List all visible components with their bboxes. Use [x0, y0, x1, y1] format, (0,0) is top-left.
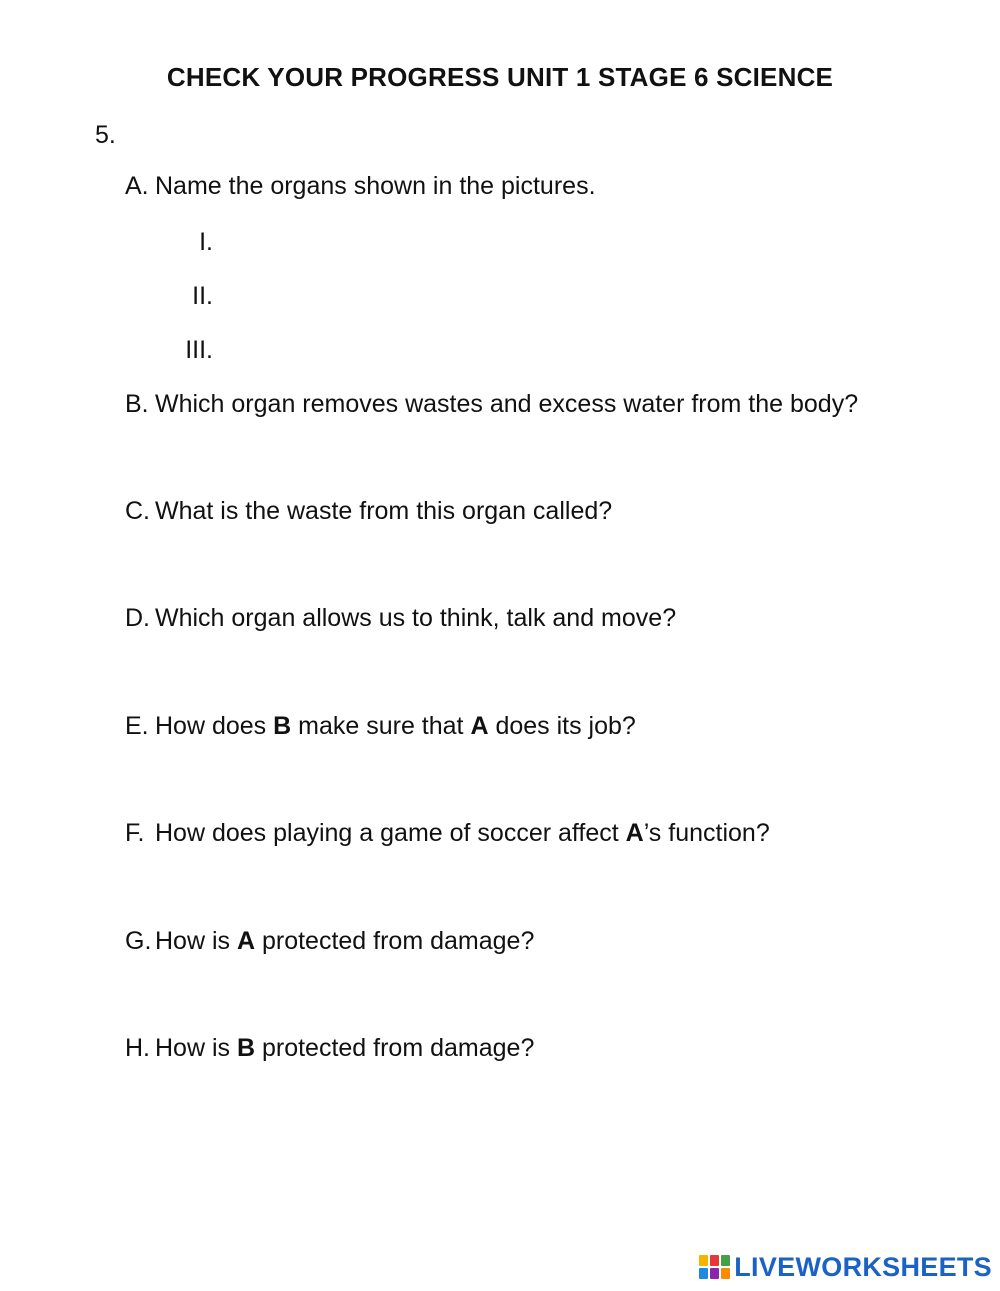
- question-text-part: How is: [155, 1034, 237, 1062]
- logo-text: LIVEWORKSHEETS: [734, 1251, 992, 1282]
- question-text-part: make sure that: [291, 712, 471, 740]
- question-text: Name the organs shown in the pictures.: [155, 172, 596, 200]
- logo-block: [710, 1255, 719, 1266]
- question-text-part: How does: [155, 712, 274, 740]
- sub-item-ii: II.: [192, 282, 213, 310]
- organ-label-b: B: [273, 712, 292, 740]
- sub-item-iii: III.: [185, 336, 213, 364]
- question-e: [125, 712, 636, 741]
- question-text: What is the waste from this organ called?: [155, 497, 613, 525]
- logo-block: [699, 1255, 708, 1266]
- question-a: [125, 172, 596, 201]
- logo-block: [721, 1255, 730, 1266]
- question-c: [125, 497, 612, 526]
- organ-label-a: A: [625, 819, 644, 847]
- question-letter: H.: [125, 1034, 150, 1062]
- page-title: CHECK YOUR PROGRESS UNIT 1 STAGE 6 SCIENCE: [166, 62, 834, 92]
- question-letter: E.: [125, 712, 149, 740]
- question-text-part: does its job?: [488, 712, 636, 740]
- question-letter: F.: [125, 819, 145, 847]
- question-text-part: ’s function?: [643, 819, 770, 847]
- logo-icon: [699, 1255, 730, 1279]
- question-g: [125, 927, 534, 956]
- question-text-part: protected from damage?: [255, 927, 535, 955]
- question-letter: C.: [125, 497, 150, 525]
- question-letter: D.: [125, 604, 150, 632]
- question-letter: A.: [125, 172, 149, 200]
- organ-label-b: B: [236, 1034, 256, 1062]
- question-text: Which organ allows us to think, talk and move?: [155, 604, 677, 632]
- question-f: [125, 819, 770, 848]
- question-h: [125, 1034, 534, 1063]
- question-letter: G.: [125, 927, 152, 955]
- question-number: 5.: [95, 121, 116, 149]
- logo-block: [710, 1268, 719, 1279]
- question-d: [125, 604, 676, 633]
- question-text-part: How is: [155, 927, 237, 955]
- logo-block: [699, 1268, 708, 1279]
- question-letter: B.: [125, 390, 149, 418]
- question-b: [125, 390, 858, 419]
- logo-block: [721, 1268, 730, 1279]
- question-text-part: How does playing a game of soccer affect: [155, 819, 626, 847]
- question-text-part: protected from damage?: [255, 1034, 535, 1062]
- sub-item-i: I.: [199, 228, 213, 256]
- liveworksheets-logo: [699, 1249, 992, 1285]
- question-text: Which organ removes wastes and excess water from the body?: [155, 390, 859, 418]
- organ-label-a: A: [236, 927, 256, 955]
- organ-label-a: A: [470, 712, 489, 740]
